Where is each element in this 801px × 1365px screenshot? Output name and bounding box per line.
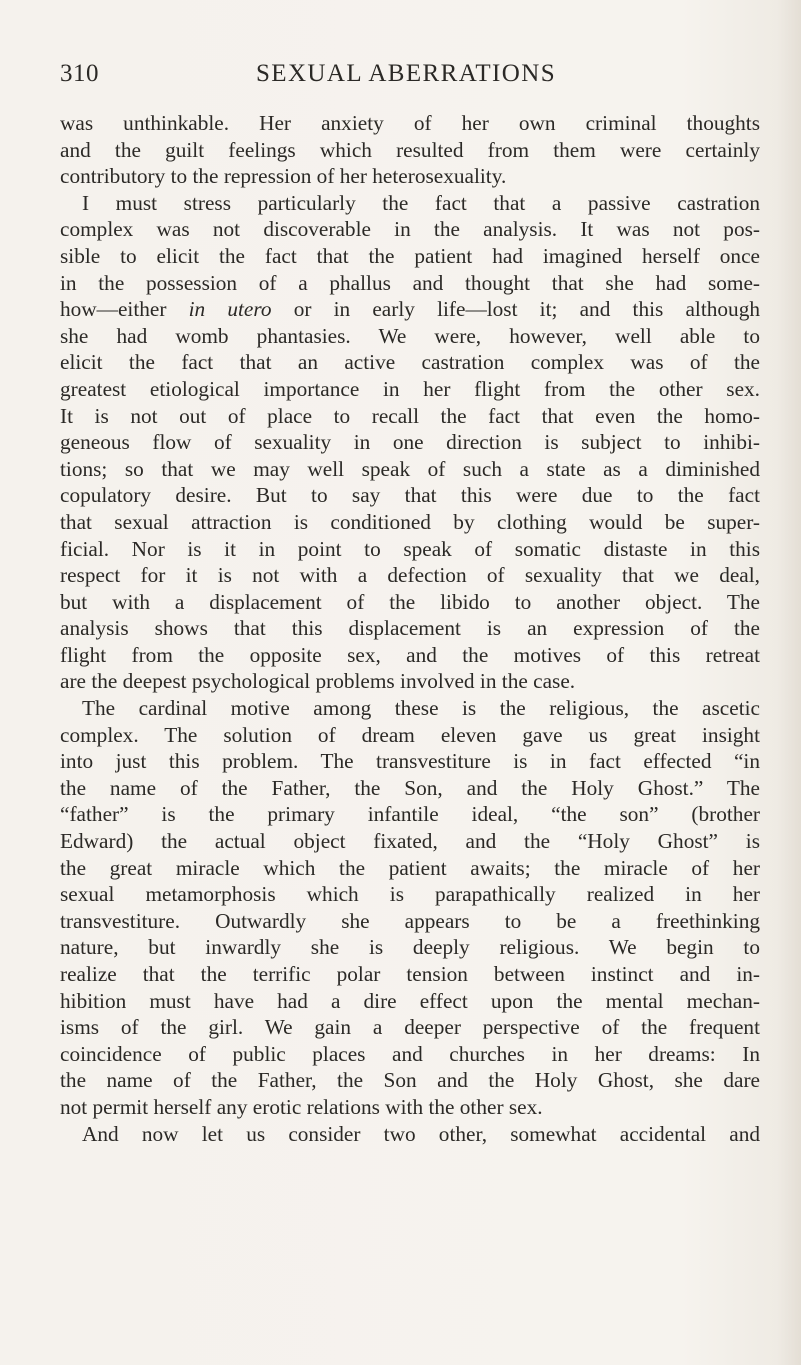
text-run: contributory to the repression of her heterosexuality. xyxy=(60,164,507,189)
text-line xyxy=(60,509,760,536)
page-header xyxy=(60,60,760,96)
text-line xyxy=(60,562,760,589)
text-line xyxy=(60,1067,760,1094)
text-run: she had womb phantasies. We were, however, well able to xyxy=(60,323,760,348)
text-line xyxy=(60,376,760,403)
text-run: copulatory desire. But to say that this were due to the fact xyxy=(60,483,760,508)
text-line xyxy=(60,775,760,802)
text-run: elicit the fact that an active castration complex was of the xyxy=(60,350,760,375)
text-run: ficial. Nor is it in point to speak of somatic distaste in this xyxy=(60,536,760,561)
text-line xyxy=(60,243,760,270)
text-line xyxy=(60,270,760,297)
text-run: the great miracle which the patient awaits; the miracle of her xyxy=(60,855,760,880)
text-line xyxy=(60,695,760,722)
text-run: or in early life—lost it; and this although xyxy=(271,297,760,322)
text-line xyxy=(60,482,760,509)
text-run: transvestiture. Outwardly she appears to be a freethinking xyxy=(60,908,760,933)
text-line xyxy=(60,668,760,695)
text-run: isms of the girl. We gain a deeper perspective of the frequent xyxy=(60,1015,760,1040)
text-line xyxy=(60,589,760,616)
text-run: was unthinkable. Her anxiety of her own criminal thoughts xyxy=(60,111,760,135)
text-line xyxy=(60,748,760,775)
text-line xyxy=(60,722,760,749)
text-line xyxy=(60,855,760,882)
text-line xyxy=(60,403,760,430)
text-line xyxy=(60,642,760,669)
text-line xyxy=(60,137,760,164)
text-line xyxy=(60,110,760,137)
text-run: And now let us consider two other, somewhat accidental and xyxy=(82,1121,760,1146)
text-line xyxy=(60,1014,760,1041)
text-run: in the possession of a phallus and thought that she had some- xyxy=(60,270,760,295)
text-line xyxy=(60,801,760,828)
text-run: realize that the terrific polar tension between instinct and in- xyxy=(60,962,760,986)
text-line xyxy=(60,349,760,376)
text-line xyxy=(60,828,760,855)
italic-phrase: in utero xyxy=(188,297,272,322)
text-run: It is not out of place to recall the fact that even the homo- xyxy=(60,403,760,428)
page-number: 310 xyxy=(60,60,99,87)
text-run: tions; so that we may well speak of such a state as a diminished xyxy=(60,456,760,481)
text-line xyxy=(60,296,760,323)
text-run: The cardinal motive among these is the religious, the ascetic xyxy=(82,696,760,721)
text-line xyxy=(60,881,760,908)
text-run: complex. The solution of dream eleven gave us great insight xyxy=(60,722,760,747)
text-line xyxy=(60,988,760,1015)
text-run: sexual metamorphosis which is parapathically realized in her xyxy=(60,882,760,907)
text-run: are the deepest psychological problems involved in the case. xyxy=(60,669,576,694)
text-run: I must stress particularly the fact that a passive castration xyxy=(82,190,760,215)
body-text xyxy=(60,110,760,1147)
text-run: but with a displacement of the libido to another object. The xyxy=(60,589,760,614)
text-line xyxy=(60,934,760,961)
text-run: greatest etiological importance in her flight from the other sex. xyxy=(60,376,760,401)
text-run: how—either xyxy=(60,297,189,322)
text-line xyxy=(60,456,760,483)
text-line xyxy=(60,1121,760,1148)
text-line xyxy=(60,615,760,642)
text-run: coincidence of public places and churches in her dreams: In xyxy=(60,1041,760,1066)
text-run: “father” is the primary infantile ideal, “the son” (brother xyxy=(60,802,760,827)
text-run: sible to elicit the fact that the patient had imagined herself once xyxy=(60,243,760,268)
text-line xyxy=(60,163,760,190)
text-run: and the guilt feelings which resulted from them were certainly xyxy=(60,137,760,162)
text-run: complex was not discoverable in the analysis. It was not pos- xyxy=(60,217,760,242)
text-line xyxy=(60,1094,760,1121)
text-line xyxy=(60,323,760,350)
text-run: analysis shows that this displacement is an expression of the xyxy=(60,616,760,641)
text-line xyxy=(60,429,760,456)
text-line xyxy=(60,190,760,217)
text-line xyxy=(60,961,760,988)
text-run: geneous flow of sexuality in one direction is subject to inhibi- xyxy=(60,430,760,455)
text-line xyxy=(60,908,760,935)
running-head: SEXUAL ABERRATIONS xyxy=(256,60,556,87)
text-run: Edward) the actual object fixated, and the “Holy Ghost” is xyxy=(60,829,760,854)
text-run: nature, but inwardly she is deeply religious. We begin to xyxy=(60,935,760,960)
text-run: hibition must have had a dire effect upon the mental mechan- xyxy=(60,988,760,1013)
text-run: into just this problem. The transvestiture is in fact effected “in xyxy=(60,749,760,774)
text-run: that sexual attraction is conditioned by clothing would be super- xyxy=(60,509,760,534)
text-run: respect for it is not with a defection of sexuality that we deal, xyxy=(60,563,760,588)
text-line xyxy=(60,536,760,563)
text-run: the name of the Father, the Son, and the Holy Ghost.” The xyxy=(60,775,760,800)
text-run: flight from the opposite sex, and the motives of this retreat xyxy=(60,642,760,667)
text-run: not permit herself any erotic relations with the other sex. xyxy=(60,1094,543,1119)
text-line xyxy=(60,216,760,243)
text-line xyxy=(60,1041,760,1068)
text-run: the name of the Father, the Son and the Holy Ghost, she dare xyxy=(60,1068,760,1093)
